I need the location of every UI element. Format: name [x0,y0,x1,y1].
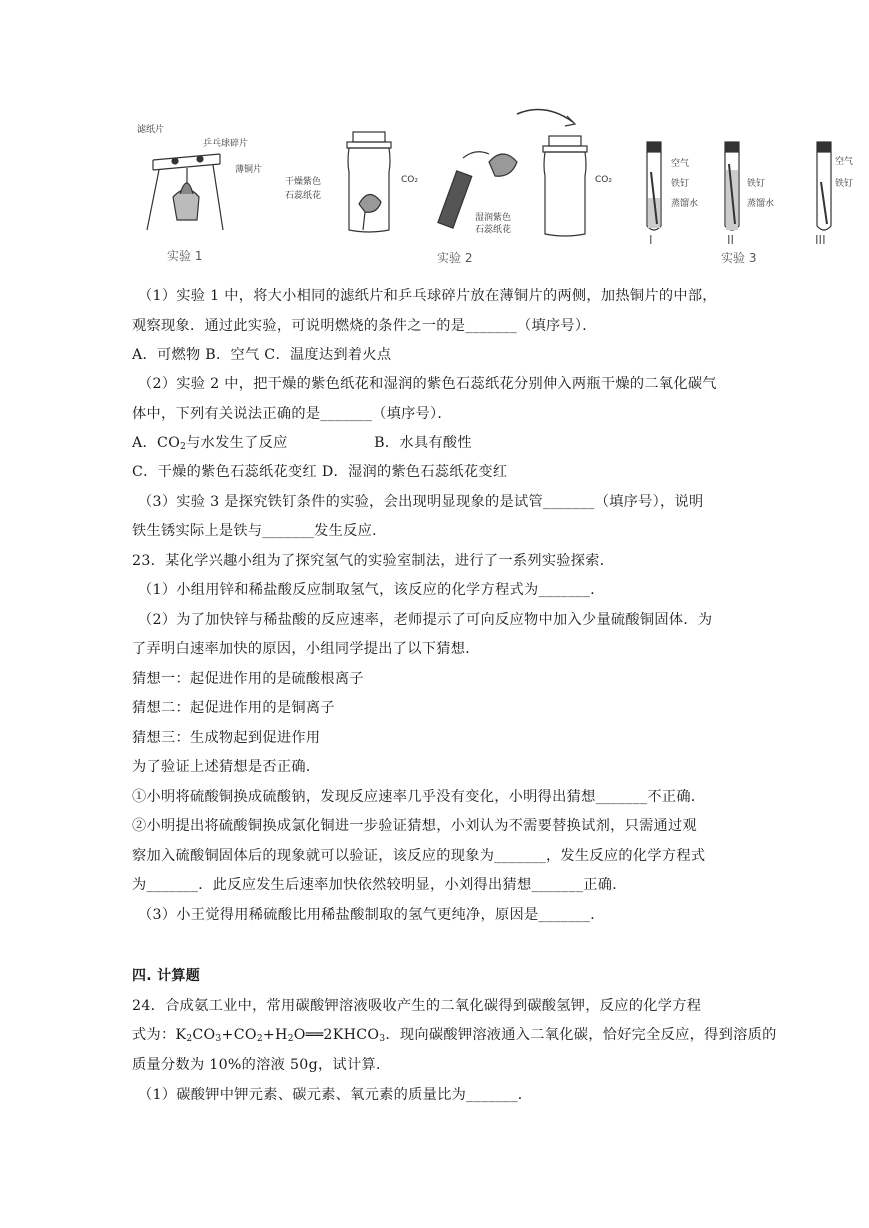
hypothesis-3: 猜想三：生成物起到促进作用 [132,730,321,746]
q22-part3-line2: 铁生锈实际上是铁与_______发生反应． [132,523,387,539]
label-pingpong: 乒乓球碎片 [203,139,249,149]
caption-exp2: 实验 2 [437,251,473,265]
label-water-2: 蒸馏水 [747,199,775,209]
label-nail-1: 铁钉 [671,179,690,189]
q22-part1-line2: 观察现象．通过此实验，可说明燃烧的条件之一的是_______（填序号）． [132,318,597,334]
caption-exp1: 实验 1 [167,249,203,263]
label-dry-flower-2: 石蕊纸花 [285,191,322,201]
verify-step-1: ①小明将硫酸铜换成硫酸钠，发现反应速率几乎没有变化，小明得出猜想_______不正确． [132,789,706,805]
tube-label-2: II [727,233,735,247]
label-co2-b: CO₂ [595,175,612,185]
label-water-1: 蒸馏水 [671,199,699,209]
tube-label-1: I [649,233,653,247]
label-wet-flower-2: 石蕊纸花 [475,225,512,235]
label-dry-flower-1: 干燥紫色 [285,177,322,187]
q22-part2-line2: 体中，下列有关说法正确的是_______（填序号）． [132,406,452,422]
verify-line: 为了验证上述猜想是否正确． [132,759,321,775]
tube-label-3: III [815,233,826,247]
verify-step-2-line1: ②小明提出将硫酸铜换成氯化铜进一步验证猜想，小刘认为不需要替换试剂，只需通过观 [132,818,698,834]
q24-stem-line1: 24．合成氨工业中，常用碳酸钾溶液吸收产生的二氧化碳得到碳酸氢钾，反应的化学方程 [132,998,702,1014]
q22-part2-options-cd: C．干燥的紫色石蕊纸花变红 D．湿润的紫色石蕊纸花变红 [132,464,508,480]
label-nail-2: 铁钉 [747,179,766,189]
label-air-1: 空气 [671,159,690,169]
label-copper-sheet: 薄铜片 [235,165,263,175]
experiment-2-apparatus [347,110,587,237]
q24-stem-line3: 质量分数为 10%的溶液 50g，试计算． [132,1057,391,1073]
verify-step-2-line2: 察加入硫酸铜固体后的现象就可以验证，该反应的现象为_______，发生反应的化学方程式 [132,848,706,864]
q22-part2-line1: （2）实验 2 中，把干燥的紫色纸花和湿润的紫色石蕊纸花分别伸入两瓶干燥的二氧化碳气 [138,376,717,392]
label-nail-3: 铁钉 [835,179,854,189]
q24-part1: （1）碳酸钾中钾元素、碳元素、氧元素的质量比为_______． [138,1087,533,1103]
label-filter-paper: 滤纸片 [137,125,165,135]
q22-part1-options: A．可燃物 B．空气 C．温度达到着火点 [132,347,392,363]
label-wet-flower-1: 湿润紫色 [475,213,512,223]
q23-part2-line2: 了弄明白速率加快的原因，小组同学提出了以下猜想． [132,641,480,657]
q23-part2-line1: （2）为了加快锌与稀盐酸的反应速率，老师提示了可向反应物中加入少量硫酸铜固体．为 [138,612,713,628]
hypothesis-2: 猜想二：起促进作用的是铜离子 [132,700,335,716]
experiment-figure [125,102,854,274]
hypothesis-1: 猜想一：起促进作用的是硫酸根离子 [132,671,364,687]
q22-part3-line1: （3）实验 3 是探究铁钉条件的实验，会出现明显现象的是试管_______（填序号），说明 [138,494,704,510]
q24-equation-line: 式为：$K_2CO_3+CO_2+H_2O══2KHCO_3$．现向碳酸钾溶液通入二氧化碳，恰好完全反应，得到溶质的 [132,1027,777,1044]
label-air-3: 空气 [835,157,854,167]
experiment-1-apparatus [147,154,223,230]
q23-stem: 23．某化学兴趣小组为了探究氢气的实验室制法，进行了一系列实验探索． [132,553,615,569]
label-co2-a: CO₂ [401,175,418,185]
q22-part1-line1: （1）实验 1 中，将大小相同的滤纸片和乒乓球碎片放在薄铜片的两侧，加热铜片的中部， [138,288,717,304]
section-heading-calculation: 四. 计算题 [132,968,200,984]
caption-exp3: 实验 3 [721,251,757,265]
q23-part3: （3）小王觉得用稀硫酸比用稀盐酸制取的氢气更纯净，原因是_______． [138,907,605,923]
q23-part1: （1）小组用锌和稀盐酸反应制取氢气，该反应的化学方程式为_______． [138,582,605,598]
q22-part2-options-ab: A．$CO_2$与水发生了反应 B．水具有酸性 [132,435,472,452]
verify-step-2-line3: 为_______．此反应发生后速率加快依然较明显，小刘得出猜想_______正确． [132,877,627,893]
